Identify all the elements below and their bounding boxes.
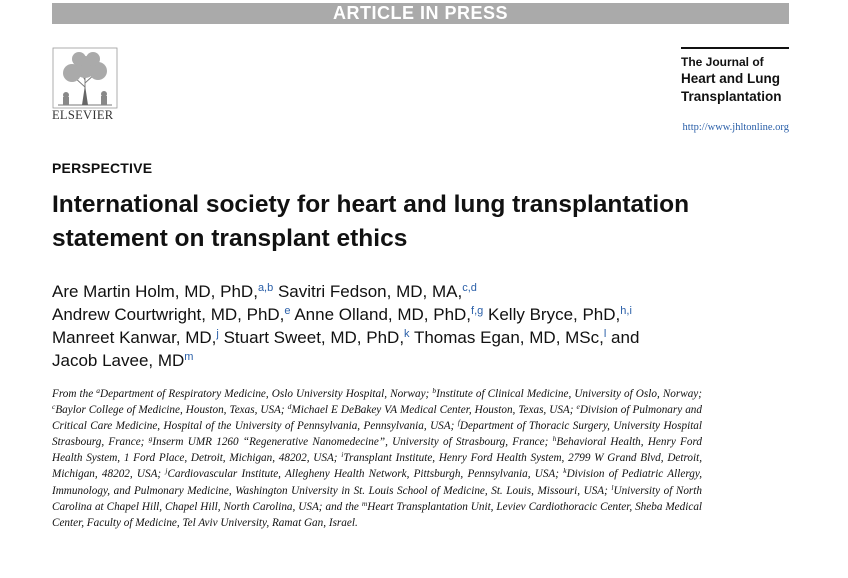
journal-name-line-2: Heart and Lung	[681, 71, 781, 86]
author-affiliation-link[interactable]: f,g	[471, 305, 484, 317]
journal-masthead	[681, 47, 789, 106]
affiliation-text: Institute of Clinical Medicine, University of Oslo, Norway;	[436, 388, 702, 400]
author-name: Andrew Courtwright, MD, PhD,	[52, 305, 285, 324]
author-affiliation-link[interactable]: e	[284, 305, 291, 317]
affiliation-marker: h	[552, 434, 557, 444]
affiliation-text: Transplant Institute, Henry Ford Health System, 2799 W Grand Blvd, Detroit, Michigan, 48202, USA;	[52, 452, 703, 481]
affiliation-text: University of North Carolina at Chapel Hill, Chapel Hill, North Carolina, USA; and the	[52, 484, 702, 513]
authors-conjunction: and	[611, 328, 640, 347]
affiliations-block	[52, 386, 702, 531]
affiliation-marker: k	[563, 466, 567, 476]
author-affiliation-link[interactable]: l	[603, 328, 607, 340]
affiliation-text: Heart Transplantation Unit, Leviev Cardiothoracic Center, Sheba Medical Center, Faculty of Medicine, Tel Aviv University, Ramat Gan, Israel.	[52, 500, 703, 529]
author-affiliation-link[interactable]: j	[216, 328, 219, 340]
elsevier-tree-logo-icon	[52, 47, 118, 109]
affiliation-marker: e	[576, 402, 580, 412]
affiliation-text: Division of Pediatric Allergy, Immunology, and Pulmonary Medicine, Washington University in St. Louis School of Medicine, St. Louis, Missouri, USA;	[52, 468, 702, 497]
affiliation-text: Baylor College of Medicine, Houston, Texas, USA;	[55, 404, 285, 417]
author-affiliation-link[interactable]: k	[404, 328, 410, 340]
affiliation-marker: l	[611, 482, 614, 492]
affiliation-marker: d	[287, 402, 292, 412]
author-name: Stuart Sweet, MD, PhD,	[223, 328, 405, 347]
journal-name-line-3: Transplantation	[681, 89, 782, 104]
affiliation-marker: j	[165, 466, 168, 476]
author-affiliation-link[interactable]: h,i	[620, 305, 632, 317]
author-name: Are Martin Holm, MD, PhD,	[52, 282, 258, 301]
affiliation-text: Michael E DeBakey VA Medical Center, Houston, Texas, USA;	[291, 404, 574, 417]
article-section-label: PERSPECTIVE	[52, 160, 153, 176]
author-name: Manreet Kanwar, MD,	[52, 328, 217, 347]
publisher-name: ELSEVIER	[52, 108, 114, 122]
author-name: Thomas Egan, MD, MSc,	[413, 328, 604, 347]
author-name: Savitri Fedson, MD, MA,	[277, 282, 463, 301]
journal-name-line-1: The Journal of	[681, 55, 764, 69]
affiliation-text: Division of Pulmonary and Critical Care Medicine, Hospital of the University of Pennsylvania, Pennsylvania, USA;	[52, 404, 702, 433]
affiliation-marker: a	[96, 386, 101, 395]
author-name: Jacob Lavee, MD	[52, 351, 185, 370]
affiliation-text: Inserm UMR 1260 “Regenerative Nanomedecine”, University of Strasbourg, France;	[152, 436, 549, 449]
author-list	[52, 280, 752, 372]
journal-url-link[interactable]: http://www.jhltonline.org	[682, 122, 789, 133]
article-in-press-banner: ARTICLE IN PRESS	[52, 3, 789, 24]
author-name: Anne Olland, MD, PhD,	[294, 305, 472, 324]
affiliation-marker: b	[432, 386, 437, 395]
affiliations-intro: From the	[52, 388, 94, 400]
author-name: Kelly Bryce, PhD,	[488, 305, 621, 324]
affiliation-text: Department of Respiratory Medicine, Oslo University Hospital, Norway;	[100, 388, 430, 400]
affiliation-text: Cardiovascular Institute, Allegheny Health Network, Pittsburgh, Pennsylvania, USA;	[167, 468, 559, 481]
author-affiliation-link[interactable]: m	[184, 351, 194, 363]
author-affiliation-link[interactable]: a,b	[257, 282, 274, 294]
affiliation-text: Behavioral Health, Henry Ford Health System, 1 Ford Place, Detroit, Michigan, 48202, USA;	[52, 436, 703, 465]
affiliation-marker: i	[341, 450, 344, 460]
affiliation-marker: m	[361, 498, 368, 508]
article-title: International society for heart and lung transplantation statement on transplant ethics	[52, 191, 690, 252]
author-affiliation-link[interactable]: c,d	[462, 282, 477, 294]
affiliation-marker: g	[148, 434, 153, 444]
affiliation-marker: f	[457, 418, 460, 428]
affiliation-marker: c	[52, 402, 56, 412]
affiliation-text: Department of Thoracic Surgery, University Hospital Strasbourg, France;	[52, 420, 703, 449]
